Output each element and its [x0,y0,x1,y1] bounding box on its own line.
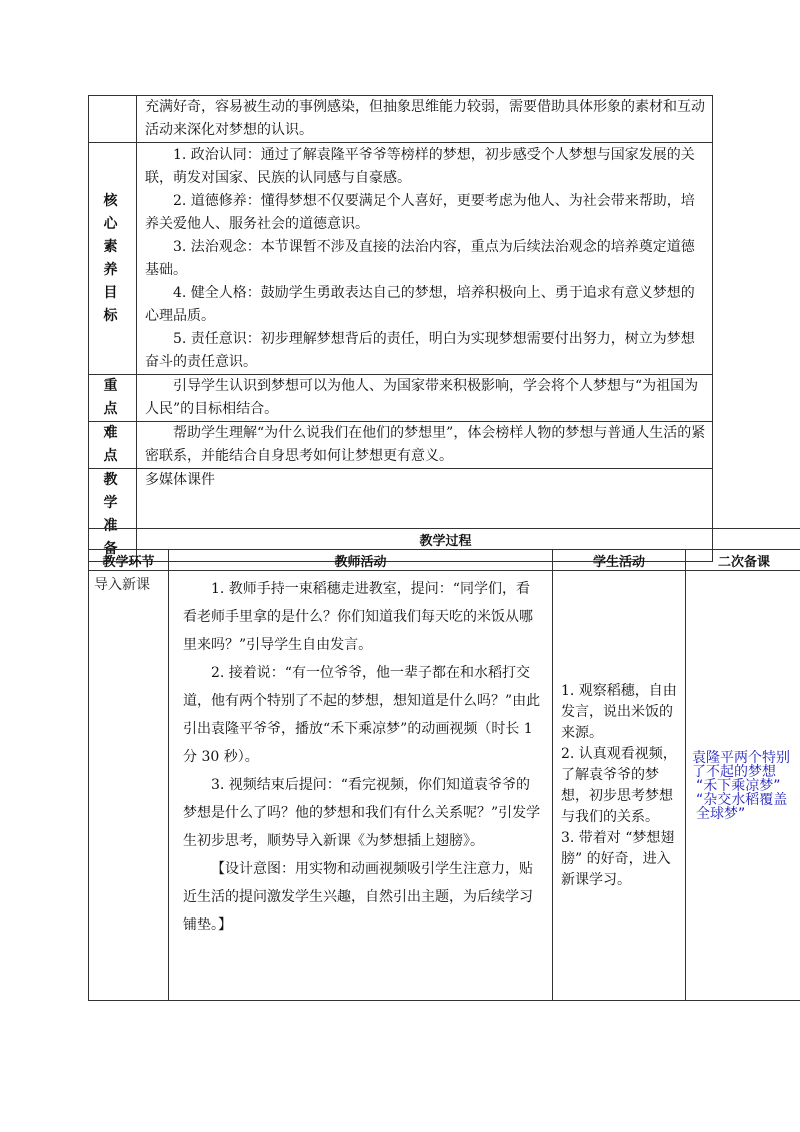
core-literacy-item: 1. 政治认同：通过了解袁隆平爷爷等榜样的梦想，初步感受个人梦想与国家发展的关联，萌发对国家、民族的认同感与自豪感。 [145,147,695,186]
process-title-row [89,529,800,550]
lesson-goals-table [88,95,713,562]
teacher-step: 1. 教师手持一束稻穗走进教室，提问：“同学们，看看老师手里拿的是什么？你们知道我们每天吃的米饭从哪里来吗？”引导学生自由发言。 [183,581,533,653]
core-literacy-item: 5. 责任意识：初步理解梦想背后的责任，明白为实现梦想需要付出努力，树立为梦想奋斗的责任意识。 [145,331,695,370]
header-second-prep: 二次备课 [686,550,800,571]
difficult-point-row [89,422,713,469]
key-point-text: 引导学生认识到梦想可以为他人、为国家带来积极影响，学会将个人梦想与“为祖国为人民”的目标相结合。 [137,375,713,422]
second-prep-notes [686,571,800,1001]
note-line: “杂交水稻覆盖全球梦” [696,791,788,822]
teacher-step: 3. 视频结束后提问：“看完视频，你们知道袁爷爷的梦想是什么了吗？他的梦想和我们有什么关系呢？”引发学生初步思考，顺势导入新课《为梦想插上翅膀》。 [183,777,541,849]
preparation-text: 多媒体课件 [137,469,713,562]
header-teacher-activity: 教师活动 [169,550,553,571]
key-point-row [89,375,713,422]
core-literacy-item: 4. 健全人格：鼓励学生勇敢表达自己的梦想，培养积极向上、勇于追求有意义梦想的心理品质。 [145,285,695,324]
difficult-point-label: 难 点 [89,422,137,469]
preparation-label: 教 学 准 备 [89,469,137,562]
note-line: 袁隆平两个特别了不起的梦想 [692,749,790,780]
core-literacy-label: 核 心 素 养 目 标 [89,143,137,375]
design-intent: 【设计意图：用实物和动画视频吸引学生注意力，贴近生活的提问激发学生兴趣，自然引出主题，为后续学习铺垫。】 [183,861,533,933]
teaching-process-table [88,528,800,1001]
core-literacy-item: 3. 法治观念：本节课暂不涉及直接的法治内容，重点为后续法治观念的培养奠定道德基础。 [145,239,695,278]
core-literacy-row [89,143,713,375]
stage-cell: 导入新课 [89,571,169,1001]
key-point-label: 重 点 [89,375,137,422]
student-step: 2. 认真观看视频，了解袁爷爷的梦想，初步思考梦想与我们的关系。 [561,745,677,825]
student-step: 3. 带着对 “梦想翅膀” 的好奇，进入新课学习。 [561,829,675,888]
intro-row [89,571,800,1001]
core-literacy-item: 2. 道德修养：懂得梦想不仅要满足个人喜好，更要考虑为他人、为社会带来帮助，培养关爱他人、服务社会的道德意识。 [145,193,695,232]
core-literacy-content [137,143,713,375]
difficult-point-text: 帮助学生理解“为什么说我们在他们的梦想里”，体会榜样人物的梦想与普通人生活的紧密联系，并能结合自身思考如何让梦想更有意义。 [137,422,713,469]
student-step: 1. 观察稻穗，自由发言，说出米饭的来源。 [561,682,677,741]
teacher-step: 2. 接着说：“有一位爷爷，他一辈子都在和水稻打交道，他有两个特别了不起的梦想，想知道是什么吗？”由此引出袁隆平爷爷，播放“禾下乘凉梦”的动画视频（时长 1 分 30 秒）。 [183,665,541,765]
header-stage: 教学环节 [89,550,169,571]
note-line: “禾下乘凉梦” [696,777,781,794]
process-header-row [89,550,800,571]
learner-analysis-text: 充满好奇，容易被生动的事例感染，但抽象思维能力较弱，需要借助具体形象的素材和互动活动来深化对梦想的认识。 [137,96,713,143]
header-student-activity: 学生活动 [553,550,686,571]
teacher-activity-cell [169,571,553,1001]
learner-analysis-row [89,96,713,143]
process-title: 教学过程 [89,529,800,550]
student-activity-cell [553,571,686,1001]
